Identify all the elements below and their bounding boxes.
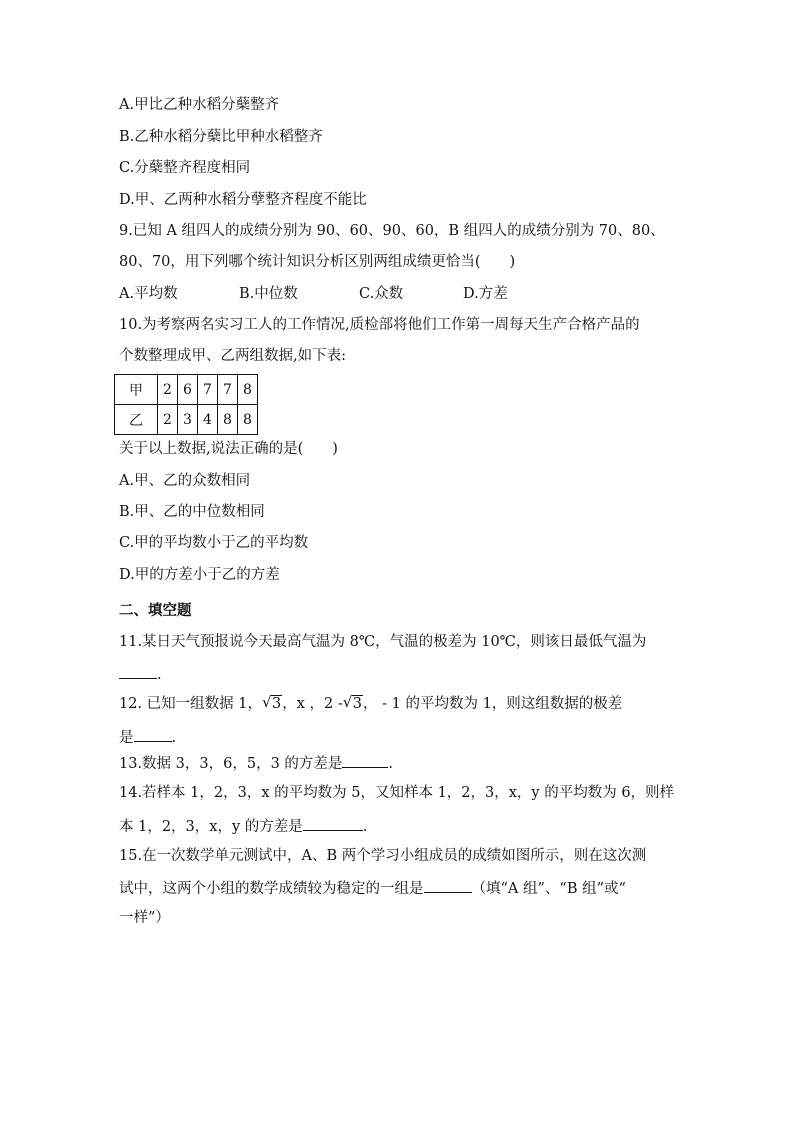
q8-option-a: A.甲比乙种水稻分蘖整齐 xyxy=(119,97,280,113)
q10-data-table xyxy=(114,374,258,435)
q12-text-line2: 是 xyxy=(119,730,134,746)
q10-option-c: C.甲的平均数小于乙的平均数 xyxy=(119,535,309,551)
table-cell: 6 xyxy=(178,375,198,405)
answer-blank[interactable] xyxy=(119,663,157,679)
q12-text-mid: ，x ，2 - xyxy=(282,696,343,712)
q8-option-d: D.甲、乙两种水稻分孽整齐程度不能比 xyxy=(119,192,367,208)
q15-stem-line3: 一样”） xyxy=(119,910,170,926)
table-cell: 3 xyxy=(178,405,198,435)
table-row-label: 乙 xyxy=(115,405,158,435)
radicand: 3 xyxy=(352,696,363,712)
q9-stem-line2: 80、70，用下列哪个统计知识分析区别两组成绩更恰当( ) xyxy=(119,254,516,270)
q9-option-a: A.平均数 xyxy=(119,286,178,302)
section-heading-fill-in: 二、填空题 xyxy=(119,603,192,619)
table-cell: 2 xyxy=(158,405,178,435)
answer-blank[interactable] xyxy=(303,815,363,831)
table-cell: 4 xyxy=(198,405,218,435)
table-cell: 8 xyxy=(238,375,258,405)
q10-stem-line1: 10.为考察两名实习工人的工作情况,质检部将他们工作第一周每天生产合格产品的 xyxy=(119,317,640,333)
q10-option-d: D.甲的方差小于乙的方差 xyxy=(119,567,280,583)
table-cell: 8 xyxy=(218,405,238,435)
table-cell: 7 xyxy=(218,375,238,405)
q12-stem-line1 xyxy=(119,694,622,714)
q10-stem-line2: 个数整理成甲、乙两组数据,如下表: xyxy=(119,348,346,364)
q15-text-post: （填“A 组”、“B 组”或“ xyxy=(471,881,626,897)
q12-answer-line xyxy=(119,726,176,748)
q9-stem-line1: 9.已知 A 组四人的成绩分别为 90、60、90、60，B 组四人的成绩分别为 70、80、 xyxy=(119,223,665,239)
q15-stem-line2 xyxy=(119,877,626,899)
radical-sign-icon: √ xyxy=(262,693,272,711)
q12-text-post: ， - 1 的平均数为 1，则这组数据的极差 xyxy=(363,696,623,712)
table-row-jia xyxy=(115,375,258,405)
q14-stem-line1: 14.若样本 1，2，3，x 的平均数为 5，又知样本 1，2，3，x，y 的平均数为 6，则样 xyxy=(119,785,675,801)
table-cell: 7 xyxy=(198,375,218,405)
answer-blank[interactable] xyxy=(424,877,472,893)
q15-text-pre: 试中，这两个小组的数学成绩较为稳定的一组是 xyxy=(119,881,424,897)
q13-period: . xyxy=(388,756,394,772)
table-cell: 8 xyxy=(238,405,258,435)
q8-option-c: C.分蘖整齐程度相同 xyxy=(119,160,251,176)
q12-text-pre: 12. 已知一组数据 1， xyxy=(119,696,263,712)
q11-answer-line xyxy=(119,663,162,685)
q14-stem-line2 xyxy=(119,815,367,837)
answer-blank[interactable] xyxy=(134,726,172,742)
q12-period: . xyxy=(171,730,177,746)
q9-option-b: B.中位数 xyxy=(239,286,298,302)
sqrt-3-second xyxy=(343,694,363,714)
q10-option-b: B.甲、乙的中位数相同 xyxy=(119,504,265,520)
q13-stem xyxy=(119,752,393,774)
q9-option-c: C.众数 xyxy=(359,286,404,302)
table-cell: 2 xyxy=(158,375,178,405)
q15-stem-line1: 15.在一次数学单元测试中，A、B 两个学习小组成员的成绩如图所示，则在这次测 xyxy=(119,848,647,864)
q11-period: . xyxy=(157,667,162,683)
answer-blank[interactable] xyxy=(342,752,388,768)
q9-option-d: D.方差 xyxy=(463,286,508,302)
q9-options xyxy=(119,284,508,304)
radicand: 3 xyxy=(272,696,282,712)
q8-option-b: B.乙种水稻分蘖比甲种水稻整齐 xyxy=(119,129,323,145)
q10-question: 关于以上数据,说法正确的是( ) xyxy=(119,441,338,457)
q10-option-a: A.甲、乙的众数相同 xyxy=(119,473,251,489)
q13-text: 13.数据 3，3，6，5，3 的方差是 xyxy=(119,756,343,772)
sqrt-3-first xyxy=(262,694,282,714)
table-row-label: 甲 xyxy=(115,375,158,405)
table-row-yi xyxy=(115,405,258,435)
q11-stem-line1: 11.某日天气预报说今天最高气温为 8℃，气温的极差为 10℃，则该日最低气温为 xyxy=(119,634,647,650)
q14-period: . xyxy=(362,819,368,835)
radical-sign-icon: √ xyxy=(342,693,353,711)
q14-text-line2: 本 1，2，3，x，y 的方差是 xyxy=(119,819,303,835)
